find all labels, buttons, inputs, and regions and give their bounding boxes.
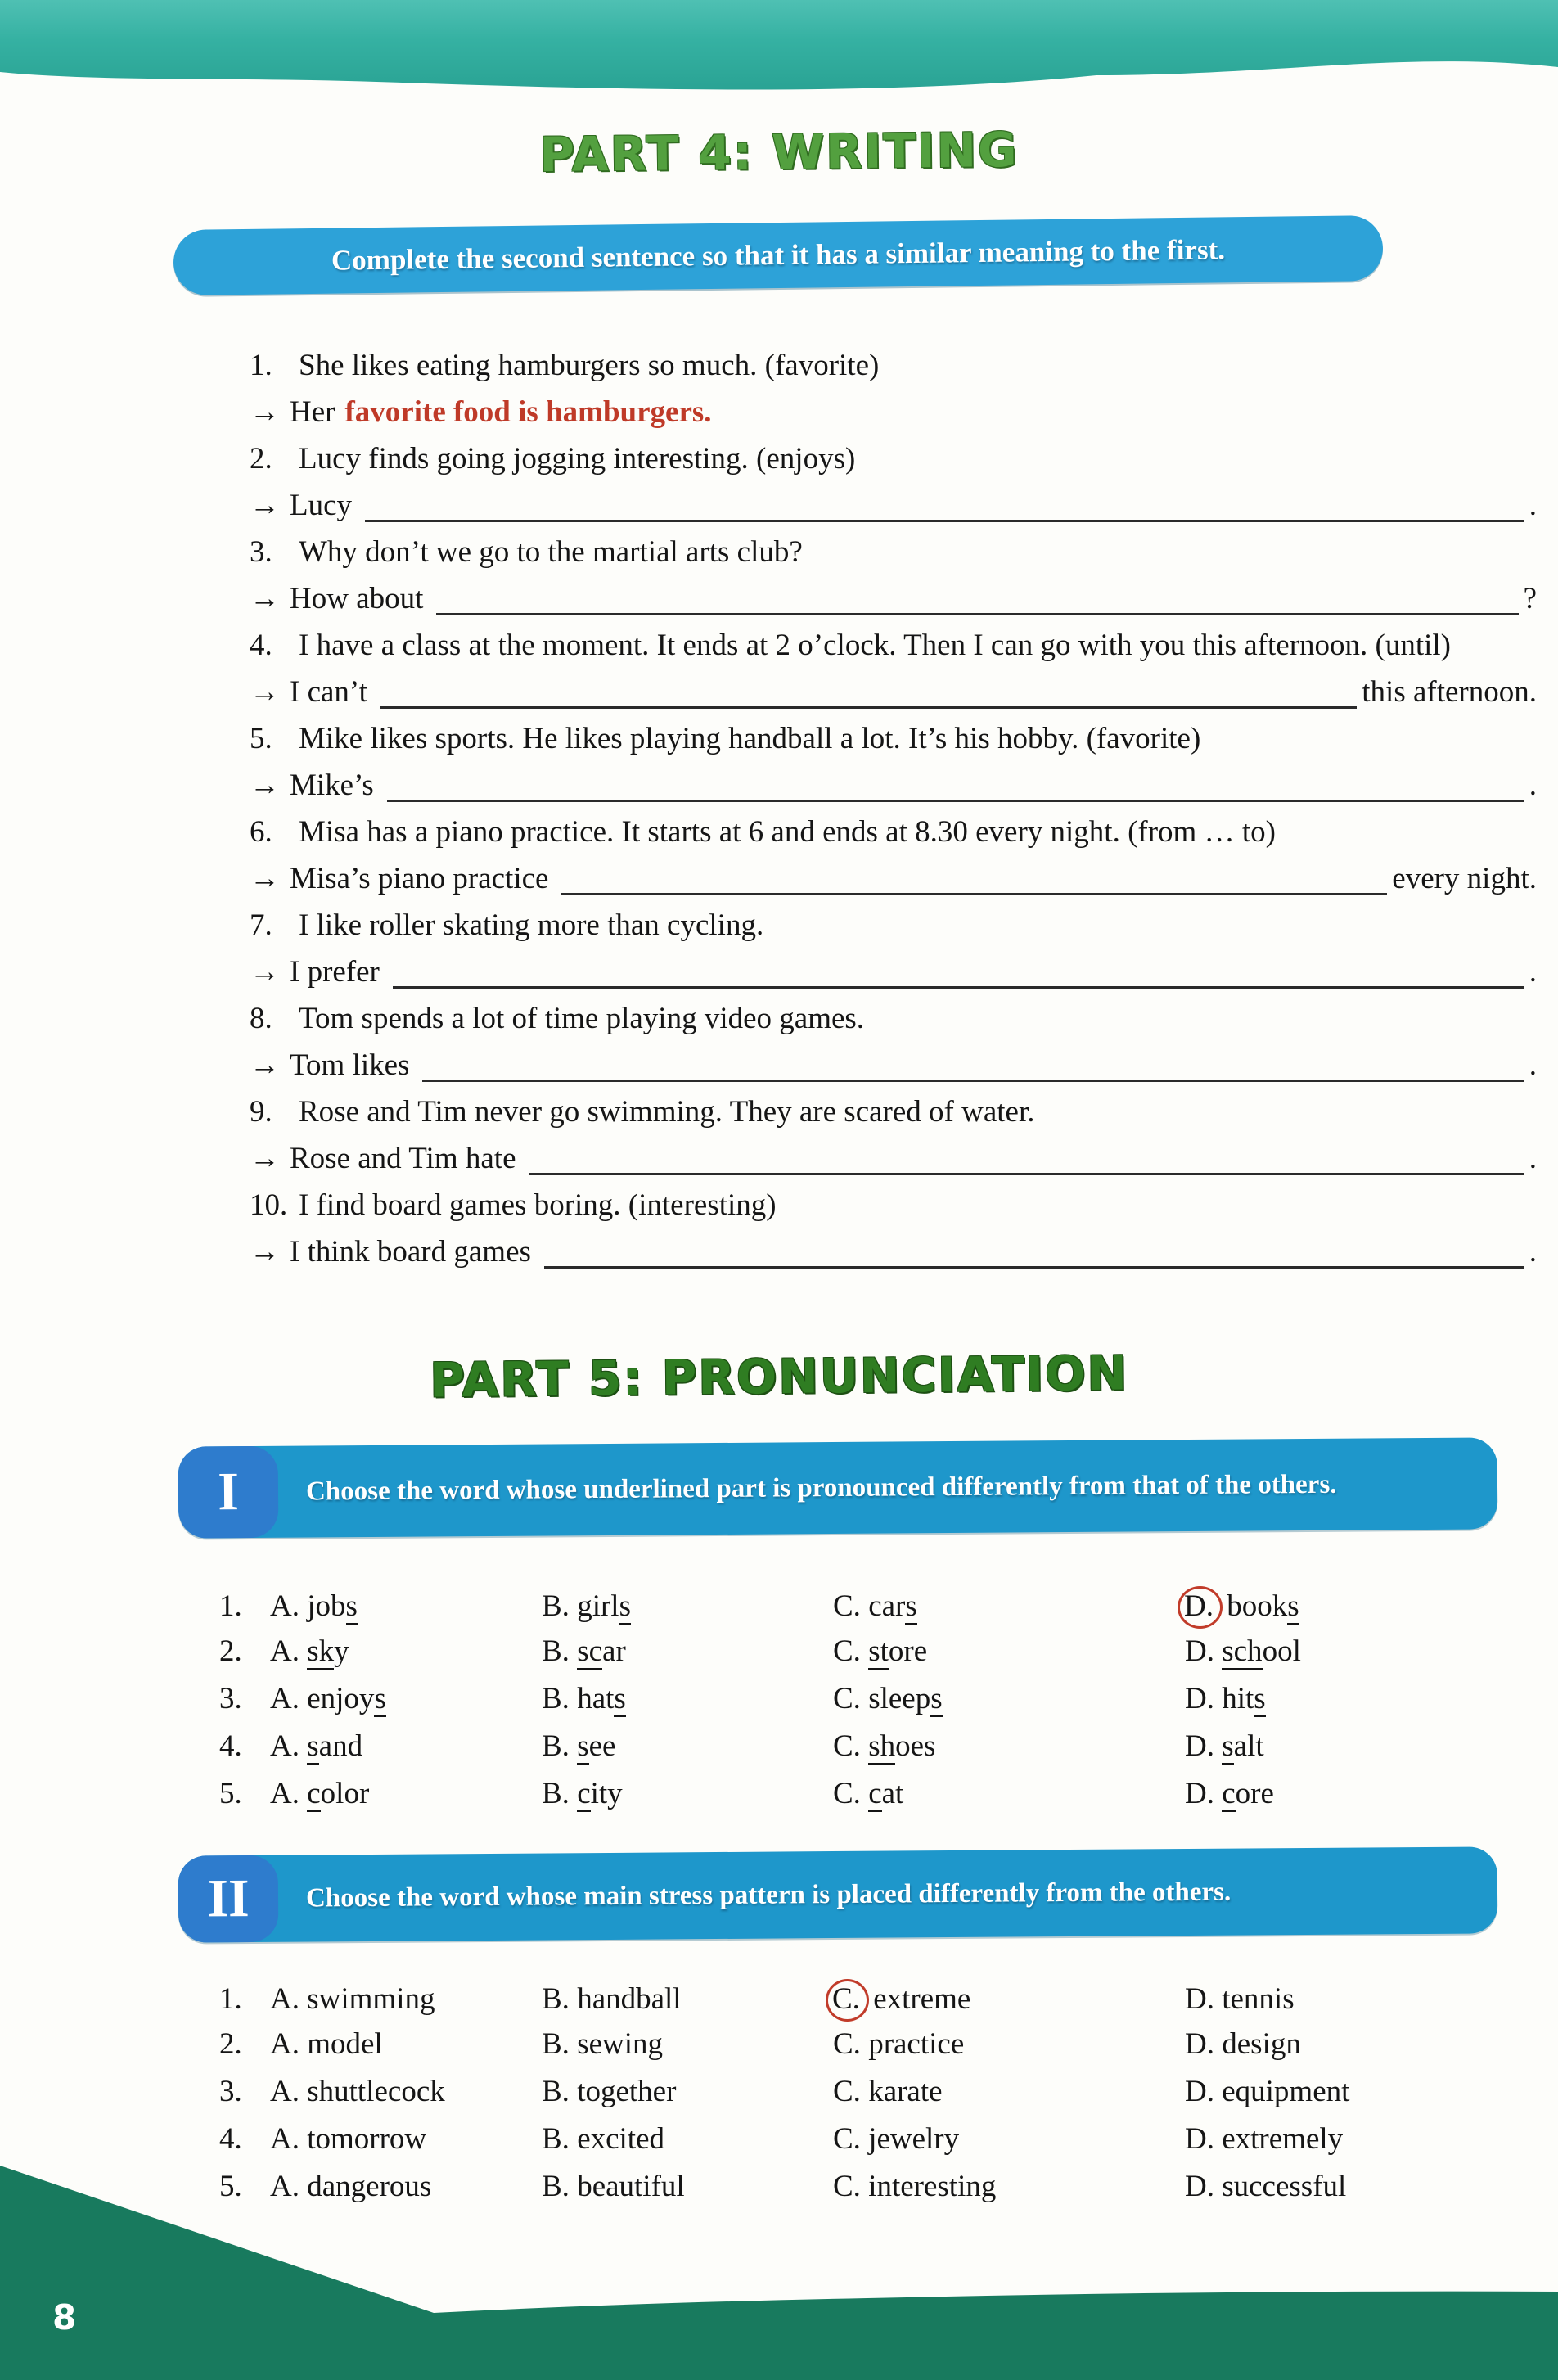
option-word [307, 1634, 349, 1670]
answer-suffix: . [1529, 1048, 1537, 1082]
answer-row [250, 855, 1537, 902]
word-part: alt [1233, 1729, 1264, 1763]
option-letter: A. [270, 1634, 299, 1668]
answer-suffix: . [1529, 489, 1537, 522]
option-cell [833, 1589, 1185, 1624]
question-number: 2. [250, 442, 272, 476]
pron-row [219, 1634, 1558, 1681]
option-cell [1185, 2121, 1558, 2157]
underlined-part: sch [1222, 1634, 1263, 1668]
option-word [307, 1982, 435, 2016]
option-word [1222, 2122, 1343, 2156]
question-number: 6. [250, 815, 272, 849]
underlined-part: s [374, 1682, 386, 1715]
option-word [577, 1777, 623, 1812]
option-word [577, 2122, 664, 2156]
section-2-instruction: Choose the word whose main stress pattern is placed differently from the others. [305, 1877, 1232, 1913]
arrow-icon: → [250, 582, 280, 615]
option-cell [542, 1981, 833, 2017]
answer-prefix: Tom likes [290, 1048, 410, 1082]
underlined-part: c [1222, 1777, 1236, 1810]
option-word [577, 1634, 626, 1670]
part5-title: PART 5: PRONUNCIATION [429, 1345, 1129, 1409]
answer-prefix: How about [290, 582, 424, 615]
word-part: hit [1222, 1682, 1254, 1715]
answer-suffix: every night. [1392, 862, 1537, 895]
option-word [577, 1729, 615, 1765]
question-number: 5. [250, 722, 272, 755]
option-cell [270, 2121, 542, 2157]
question-text: 9. Rose and Tim never go swimming. They are scared of water. [250, 1089, 1537, 1135]
answer-prefix: Rose and Tim hate [290, 1142, 516, 1175]
answer-row [250, 1228, 1537, 1275]
answer-prefix: Her [290, 395, 335, 429]
word-part: ar [602, 1634, 626, 1668]
row-number: 5. [219, 1777, 242, 1810]
option-letter: B. [542, 1777, 570, 1810]
option-cell [1185, 1634, 1558, 1669]
answer-blank-line [365, 493, 1524, 522]
option-cell [542, 2121, 833, 2157]
pron-row [219, 2169, 1558, 2216]
pron-row [219, 1729, 1558, 1776]
word-part: book [1227, 1589, 1288, 1623]
option-cell [542, 1589, 833, 1624]
option-word [1222, 2027, 1301, 2061]
underlined-part: sh [868, 1729, 896, 1763]
pron-table-1 [0, 1586, 1558, 1823]
answer-prefix: Mike’s [290, 769, 374, 802]
row-number: 1. [219, 1982, 242, 2016]
answer-row [250, 482, 1537, 529]
question-text: 1. She likes eating hamburgers so much. (favorite) [250, 342, 1537, 389]
option-letter: C. [833, 2122, 861, 2156]
option-letter: B. [542, 1682, 570, 1715]
option-letter: D. [1185, 1729, 1214, 1763]
question-number: 1. [250, 349, 272, 382]
option-letter: A. [270, 2122, 299, 2156]
answer-suffix: . [1529, 769, 1537, 802]
word-part: swimming [307, 1982, 435, 2016]
answer-prefix: I think board games [290, 1235, 531, 1269]
option-letter: A. [270, 1982, 299, 2016]
word-part: shuttlecock [307, 2075, 445, 2108]
answer-blank-line [380, 679, 1357, 709]
option-letter: D. [1185, 2027, 1214, 2061]
option-cell [270, 1776, 542, 1811]
option-letter: B. [542, 1729, 570, 1763]
answer-blank-line [422, 1053, 1524, 1082]
option-word [868, 1634, 927, 1670]
option-letter: D. [1185, 1777, 1214, 1810]
option-word [307, 1589, 358, 1625]
option-letter: D. [1185, 2075, 1214, 2108]
answer-circle: D. [1178, 1586, 1223, 1629]
option-letter: D. [1185, 2170, 1214, 2203]
answer-prefix: I prefer [290, 955, 380, 989]
word-part: excited [577, 2122, 665, 2156]
underlined-part: s [614, 1682, 626, 1715]
row-number: 2. [219, 1634, 242, 1668]
word-part: at [881, 1777, 904, 1810]
option-word [868, 1777, 903, 1812]
section-2-banner [178, 1846, 1498, 1942]
option-cell [270, 1981, 542, 2017]
writing-list [0, 342, 1558, 1275]
option-letter: A. [270, 1589, 299, 1623]
underlined-part: s [345, 1589, 358, 1623]
option-word [307, 1777, 369, 1812]
answer-suffix: . [1529, 1142, 1537, 1175]
answer-row [250, 949, 1537, 995]
option-cell [542, 2074, 833, 2109]
underlined-part: c [307, 1777, 321, 1810]
arrow-icon: → [250, 769, 280, 802]
answer-suffix: ? [1523, 582, 1537, 615]
option-cell [833, 2026, 1185, 2062]
underlined-part: sk [307, 1634, 335, 1668]
word-part: extremely [1222, 2122, 1344, 2156]
word-part: ee [588, 1729, 616, 1763]
option-letter: D. [1185, 1634, 1214, 1668]
underlined-part: s [1222, 1729, 1234, 1763]
option-cell [833, 2169, 1185, 2204]
option-word [868, 1729, 935, 1765]
word-part: ore [888, 1634, 928, 1668]
answer-row [250, 669, 1537, 715]
option-word [307, 2122, 426, 2156]
word-part: successful [1222, 2170, 1347, 2203]
word-part: handball [577, 1982, 682, 2016]
arrow-icon: → [250, 1048, 280, 1082]
option-word [1222, 1729, 1263, 1765]
option-cell [833, 2074, 1185, 2109]
question-text: 2. Lucy finds going jogging interesting. (enjoys) [250, 435, 1537, 482]
option-word [1222, 2170, 1346, 2203]
question-text: 8. Tom spends a lot of time playing video games. [250, 995, 1537, 1042]
word-part: extreme [873, 1982, 971, 2016]
option-letter: B. [542, 2170, 570, 2203]
option-word [577, 1589, 631, 1625]
answer-suffix: . [1529, 955, 1537, 989]
answer-prefix: I can’t [290, 675, 367, 709]
answer-row [250, 1135, 1537, 1182]
option-letter: B. [542, 1634, 570, 1668]
answer-blank-line [561, 866, 1387, 895]
part4-title: PART 4: WRITING [539, 121, 1019, 183]
pron-row [219, 1586, 1558, 1634]
question-number: 4. [250, 629, 272, 662]
underlined-part: s [930, 1682, 943, 1715]
option-word [577, 1682, 626, 1717]
pron-row [219, 1979, 1558, 2026]
word-part: hat [577, 1682, 615, 1715]
option-cell [270, 2074, 542, 2109]
pron-row [219, 1776, 1558, 1823]
option-word [307, 1682, 386, 1717]
word-part: ore [1235, 1777, 1274, 1810]
option-word [577, 2170, 685, 2203]
option-letter: C. [833, 1682, 861, 1715]
option-letter: C. [833, 1729, 861, 1763]
answer-suffix: . [1529, 1235, 1537, 1269]
option-cell [270, 1589, 542, 1624]
option-cell [270, 2169, 542, 2204]
option-word [307, 2027, 382, 2061]
option-cell [270, 1681, 542, 1716]
word-part: ity [590, 1777, 623, 1810]
underlined-part: sc [577, 1634, 603, 1668]
option-word [1222, 1777, 1274, 1812]
section-2-label: II [178, 1855, 279, 1943]
word-part: beautiful [577, 2170, 685, 2203]
option-letter: C. [833, 2075, 861, 2108]
word-part: enjoy [307, 1682, 375, 1715]
answer-prefix: Lucy [290, 489, 353, 522]
answer-row [250, 1042, 1537, 1089]
option-word [1222, 1982, 1294, 2016]
option-letter: C. [833, 1777, 861, 1810]
word-part: together [577, 2075, 677, 2108]
row-number: 4. [219, 2122, 242, 2156]
option-letter: D. [1185, 1982, 1214, 2016]
option-cell [1185, 1729, 1558, 1764]
option-word [873, 1982, 970, 2016]
option-cell [833, 1681, 1185, 1716]
word-part: practice [868, 2027, 965, 2061]
option-cell [542, 1634, 833, 1669]
answer-blank-line [387, 773, 1524, 802]
option-word [307, 2170, 431, 2203]
underlined-part: s [1254, 1682, 1266, 1715]
question-number: 7. [250, 908, 272, 942]
word-part: girl [577, 1589, 619, 1623]
option-cell [833, 1776, 1185, 1811]
question-text: 7. I like roller skating more than cycling. [250, 902, 1537, 949]
question-text: 10. I find board games boring. (interesting) [250, 1182, 1537, 1228]
underlined-part: st [868, 1634, 889, 1668]
option-word [868, 1589, 917, 1625]
option-word [577, 1982, 681, 2016]
option-letter: B. [542, 2075, 570, 2108]
answer-blank-line [544, 1239, 1524, 1269]
option-letter: A. [270, 2027, 299, 2061]
arrow-icon: → [250, 395, 280, 429]
option-letter: D. [1185, 1682, 1214, 1715]
word-part: ool [1262, 1634, 1301, 1668]
option-word [868, 2075, 942, 2108]
question-number: 9. [250, 1095, 272, 1129]
row-number: 5. [219, 2170, 242, 2203]
section-1-banner [178, 1437, 1498, 1538]
option-word [577, 2027, 663, 2061]
answer-prefix: Misa’s piano practice [290, 862, 549, 895]
row-number: 4. [219, 1729, 242, 1763]
pron-row [219, 2026, 1558, 2074]
arrow-icon: → [250, 955, 280, 989]
option-letter: D. [1185, 2122, 1214, 2156]
option-cell [542, 1729, 833, 1764]
question-number: 3. [250, 535, 272, 569]
word-part: karate [868, 2075, 943, 2108]
option-cell [542, 2169, 833, 2204]
option-cell [833, 1634, 1185, 1669]
word-part: job [307, 1589, 346, 1623]
answer-row [250, 762, 1537, 809]
option-cell [1185, 2074, 1558, 2109]
option-word [307, 1729, 362, 1765]
option-cell [542, 1776, 833, 1811]
option-word [1227, 1589, 1299, 1625]
row-number: 1. [219, 1589, 242, 1623]
part4-instruction-banner [173, 215, 1384, 295]
pron-table-2 [0, 1979, 1558, 2216]
option-letter: A. [270, 1682, 299, 1715]
option-letter: B. [542, 1589, 570, 1623]
option-cell [1185, 1586, 1558, 1629]
option-letter: C. [833, 1634, 861, 1668]
option-letter: B. [542, 2122, 570, 2156]
option-word [1222, 1682, 1265, 1717]
option-cell [1185, 1681, 1558, 1716]
question-text: 3. Why don’t we go to the martial arts club? [250, 529, 1537, 575]
option-letter: B. [542, 1982, 570, 2016]
option-letter: C. [833, 2170, 861, 2203]
answer-blank-line [529, 1146, 1524, 1175]
option-word [868, 1682, 942, 1717]
arrow-icon: → [250, 862, 280, 895]
word-part: tomorrow [307, 2122, 427, 2156]
question-number: 10. [250, 1188, 288, 1222]
section-1-label: I [178, 1446, 279, 1539]
row-number: 3. [219, 2075, 242, 2108]
word-part: oes [895, 1729, 936, 1763]
option-letter: B. [542, 2027, 570, 2061]
underlined-part: s [307, 1729, 319, 1763]
answer-row [250, 575, 1537, 622]
answer-circle: C. [826, 1979, 869, 2022]
underlined-part: s [577, 1729, 589, 1763]
option-word [868, 2170, 996, 2203]
option-cell [270, 2026, 542, 2062]
top-teal-band [0, 0, 1558, 106]
section-1-instruction: Choose the word whose underlined part is pronounced differently from that of the others. [305, 1469, 1337, 1507]
word-part: design [1222, 2027, 1301, 2061]
option-cell [833, 2121, 1185, 2157]
option-letter: C. [833, 1589, 861, 1623]
word-part: y [334, 1634, 349, 1668]
pron-row [219, 1681, 1558, 1729]
answer-blank-line [393, 959, 1524, 989]
option-word [1222, 2075, 1349, 2108]
arrow-icon: → [250, 675, 280, 709]
question-text: 5. Mike likes sports. He likes playing handball a lot. It’s his hobby. (favorite) [250, 715, 1537, 762]
arrow-icon: → [250, 1235, 280, 1269]
option-cell [833, 1729, 1185, 1764]
option-cell [1185, 2169, 1558, 2204]
word-part: sleep [868, 1682, 931, 1715]
option-letter: A. [270, 1777, 299, 1810]
word-part: and [318, 1729, 363, 1763]
arrow-icon: → [250, 1142, 280, 1175]
question-text: 6. Misa has a piano practice. It starts at 6 and ends at 8.30 every night. (from … to) [250, 809, 1537, 855]
option-word [868, 2027, 964, 2061]
underlined-part: c [868, 1777, 882, 1810]
option-cell [1185, 1981, 1558, 2017]
word-part: sewing [577, 2027, 664, 2061]
option-letter: A. [270, 1729, 299, 1763]
word-part: equipment [1222, 2075, 1350, 2108]
underlined-part: s [905, 1589, 917, 1623]
option-cell [270, 1729, 542, 1764]
option-word [577, 2075, 676, 2108]
option-cell [270, 1634, 542, 1669]
option-letter: A. [270, 2075, 299, 2108]
answer-suffix: this afternoon. [1362, 675, 1537, 709]
option-cell [833, 1979, 1185, 2022]
arrow-icon: → [250, 489, 280, 522]
option-cell [542, 2026, 833, 2062]
question-text: 4. I have a class at the moment. It ends at 2 o’clock. Then I can go with you this afternoon. (until) [250, 622, 1537, 669]
underlined-part: c [577, 1777, 591, 1810]
word-part: tennis [1222, 1982, 1295, 2016]
option-cell [1185, 1776, 1558, 1811]
option-word [307, 2075, 445, 2108]
pron-row [219, 2074, 1558, 2121]
word-part: interesting [868, 2170, 997, 2203]
pron-row [219, 2121, 1558, 2169]
option-cell [542, 1681, 833, 1716]
answer-blank-line [436, 586, 1518, 615]
option-cell [1185, 2026, 1558, 2062]
word-part: model [307, 2027, 383, 2061]
answer-row [250, 389, 1537, 435]
question-number: 8. [250, 1002, 272, 1035]
row-number: 3. [219, 1682, 242, 1715]
option-word [1222, 1634, 1301, 1670]
underlined-part: s [1287, 1589, 1299, 1623]
word-part: car [868, 1589, 906, 1623]
option-letter: C. [833, 2027, 861, 2061]
part4-instruction: Complete the second sentence so that it has a similar meaning to the first. [331, 233, 1226, 277]
row-number: 2. [219, 2027, 242, 2061]
word-part: olor [320, 1777, 370, 1810]
option-letter: A. [270, 2170, 299, 2203]
answer-filled-red: favorite food is hamburgers. [344, 395, 712, 429]
option-word [868, 2122, 959, 2156]
underlined-part: s [619, 1589, 631, 1623]
page-number: 8 [52, 2297, 78, 2337]
word-part: dangerous [307, 2170, 432, 2203]
word-part: jewelry [868, 2122, 960, 2156]
